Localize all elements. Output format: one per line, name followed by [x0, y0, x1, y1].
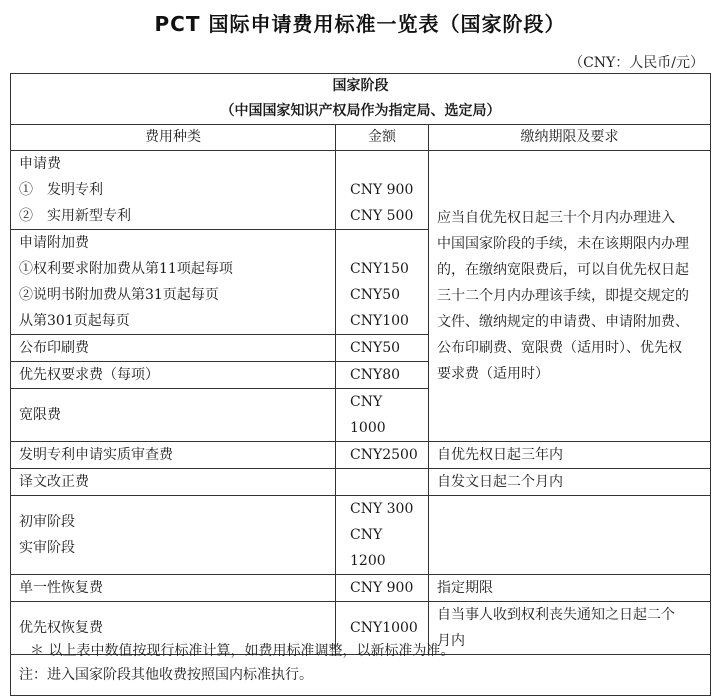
column-header-requirement: 缴纳期限及要求	[429, 125, 711, 151]
fee-type-cell	[11, 496, 336, 575]
requirement-line: 文件、缴纳规定的申请费、申请附加费、	[437, 314, 689, 330]
amount-value: CNY 500	[350, 208, 414, 224]
page-title: PCT 国际申请费用标准一览表（国家阶段）	[154, 12, 566, 36]
fee-label: 初审阶段	[19, 514, 75, 530]
requirement-line: 公布印刷费、宽限费（适用时）、优先权	[437, 340, 682, 356]
column-header-row	[11, 125, 711, 151]
requirement-line: 中国国家阶段的手续，未在该期限内办理	[437, 236, 689, 252]
fee-label: 优先权要求费（每项）	[11, 362, 336, 389]
amount-cell	[336, 496, 429, 575]
fee-label: 申请附加费	[19, 235, 89, 251]
requirement-line: 月内	[437, 633, 465, 649]
footnote: ＊ 以上表中数值按现行标准计算，如费用标准调整，以新标准为准。	[30, 643, 455, 659]
amount-value: CNY150	[350, 261, 409, 277]
table-row	[11, 469, 711, 496]
currency-unit-note: （CNY：人民币/元）	[569, 55, 704, 71]
amount-value: CNY100	[350, 313, 409, 329]
table-header-row	[11, 74, 711, 125]
fee-label: 宽限费	[11, 389, 336, 442]
amount-value: CNY 900	[336, 575, 429, 602]
table-row	[11, 575, 711, 602]
amount-value: CNY 300	[350, 501, 414, 517]
amount-value: CNY50	[336, 335, 429, 362]
fee-label: 译文改正费	[11, 469, 336, 496]
fee-label: 优先权恢复费	[11, 602, 336, 655]
requirement-line: 自当事人收到权利丧失通知之日起二个	[437, 607, 675, 623]
amount-value	[336, 469, 429, 496]
fee-type-cell	[11, 230, 336, 335]
fee-sub-item: ①权利要求附加费从第11项起每项	[19, 261, 233, 277]
column-header-fee-type: 费用种类	[11, 125, 336, 151]
amount-value: CNY 1000	[336, 389, 429, 442]
requirement-cell	[429, 602, 711, 655]
table-row	[11, 151, 711, 230]
header-title: 国家阶段	[332, 78, 389, 94]
table-header	[11, 74, 711, 125]
fee-label: 发明专利申请实质审查费	[11, 442, 336, 469]
fee-label: 公布印刷费	[11, 335, 336, 362]
fee-sub-item: ②说明书附加费从第31页起每页	[19, 287, 219, 303]
column-header-amount: 金额	[336, 125, 429, 151]
table-row	[11, 442, 711, 469]
requirement-line: 要求费（适用时）	[437, 366, 549, 382]
requirement-cell	[429, 496, 711, 575]
requirement-cell: 自优先权日起三年内	[429, 442, 711, 469]
fee-sub-item: 从第301页起每页	[19, 313, 130, 329]
amount-value: CNY50	[350, 287, 401, 303]
fee-label: 申请费	[19, 156, 61, 172]
amount-value: CNY 1200	[350, 527, 386, 569]
fee-sub-item: ① 发明专利	[19, 182, 103, 198]
table-row	[11, 496, 711, 575]
requirement-line: 应当自优先权日起三十个月内办理进入	[437, 210, 675, 226]
requirement-line: 三十二个月内办理该手续，即提交规定的	[437, 288, 689, 304]
amount-value: CNY 900	[350, 182, 414, 198]
table-note: 注：进入国家阶段其他收费按照国内标准执行。	[11, 655, 711, 696]
requirement-cell-main	[429, 151, 711, 442]
amount-cell	[336, 230, 429, 335]
fee-type-cell	[11, 151, 336, 230]
requirement-cell: 自发文日起二个月内	[429, 469, 711, 496]
fee-label: 实审阶段	[19, 540, 75, 556]
amount-value: CNY2500	[336, 442, 429, 469]
amount-value: CNY1000	[336, 602, 429, 655]
amount-cell	[336, 151, 429, 230]
fee-table	[10, 73, 711, 696]
amount-value: CNY80	[336, 362, 429, 389]
fee-sub-item: ② 实用新型专利	[19, 208, 131, 224]
header-subtitle: （中国国家知识产权局作为指定局、选定局）	[220, 103, 501, 119]
requirement-line: 的，在缴纳宽限费后，可以自优先权日起	[437, 262, 689, 278]
fee-label: 单一性恢复费	[11, 575, 336, 602]
requirement-cell: 指定期限	[429, 575, 711, 602]
table-note-row	[11, 655, 711, 696]
